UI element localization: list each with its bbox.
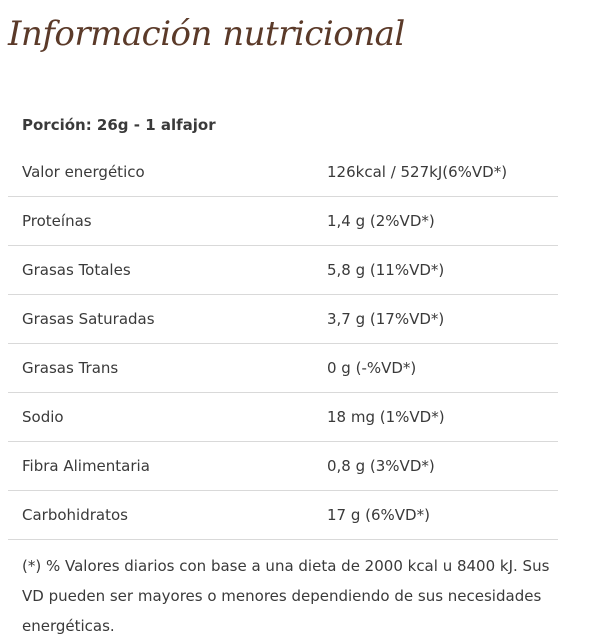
- table-row: [8, 246, 558, 295]
- row-value-trans-fat: 0 g (-%VD*): [327, 359, 417, 377]
- portion-size: Porción: 26g - 1 alfajor: [22, 116, 216, 134]
- nutrition-table: [8, 148, 558, 540]
- row-label-protein: Proteínas: [22, 212, 92, 230]
- row-value-saturated-fat: 3,7 g (17%VD*): [327, 310, 445, 328]
- row-value-protein: 1,4 g (2%VD*): [327, 212, 435, 230]
- row-value-fiber: 0,8 g (3%VD*): [327, 457, 435, 475]
- footnote: (*) % Valores diarios con base a una dieta de 2000 kcal u 8400 kJ. Sus VD pueden ser mayores o menores dependiendo de sus necesidades energéticas.: [22, 557, 550, 635]
- table-row: [8, 393, 558, 442]
- row-label-total-fat: Grasas Totales: [22, 261, 131, 279]
- table-row: [8, 491, 558, 540]
- row-value-energy: 126kcal / 527kJ(6%VD*): [327, 163, 508, 181]
- row-label-fiber: Fibra Alimentaria: [22, 457, 150, 475]
- table-row: [8, 148, 558, 197]
- table-row: [8, 344, 558, 393]
- row-value-total-fat: 5,8 g (11%VD*): [327, 261, 445, 279]
- row-label-sodium: Sodio: [22, 408, 64, 426]
- row-label-trans-fat: Grasas Trans: [22, 359, 119, 377]
- table-row: [8, 295, 558, 344]
- page-title: Información nutricional: [8, 14, 405, 54]
- table-row: [8, 197, 558, 246]
- row-label-saturated-fat: Grasas Saturadas: [22, 310, 155, 328]
- row-label-energy: Valor energético: [22, 163, 145, 181]
- table-row: [8, 442, 558, 491]
- row-value-carbohydrates: 17 g (6%VD*): [327, 506, 430, 524]
- row-label-carbohydrates: Carbohidratos: [22, 506, 128, 524]
- row-value-sodium: 18 mg (1%VD*): [327, 408, 445, 426]
